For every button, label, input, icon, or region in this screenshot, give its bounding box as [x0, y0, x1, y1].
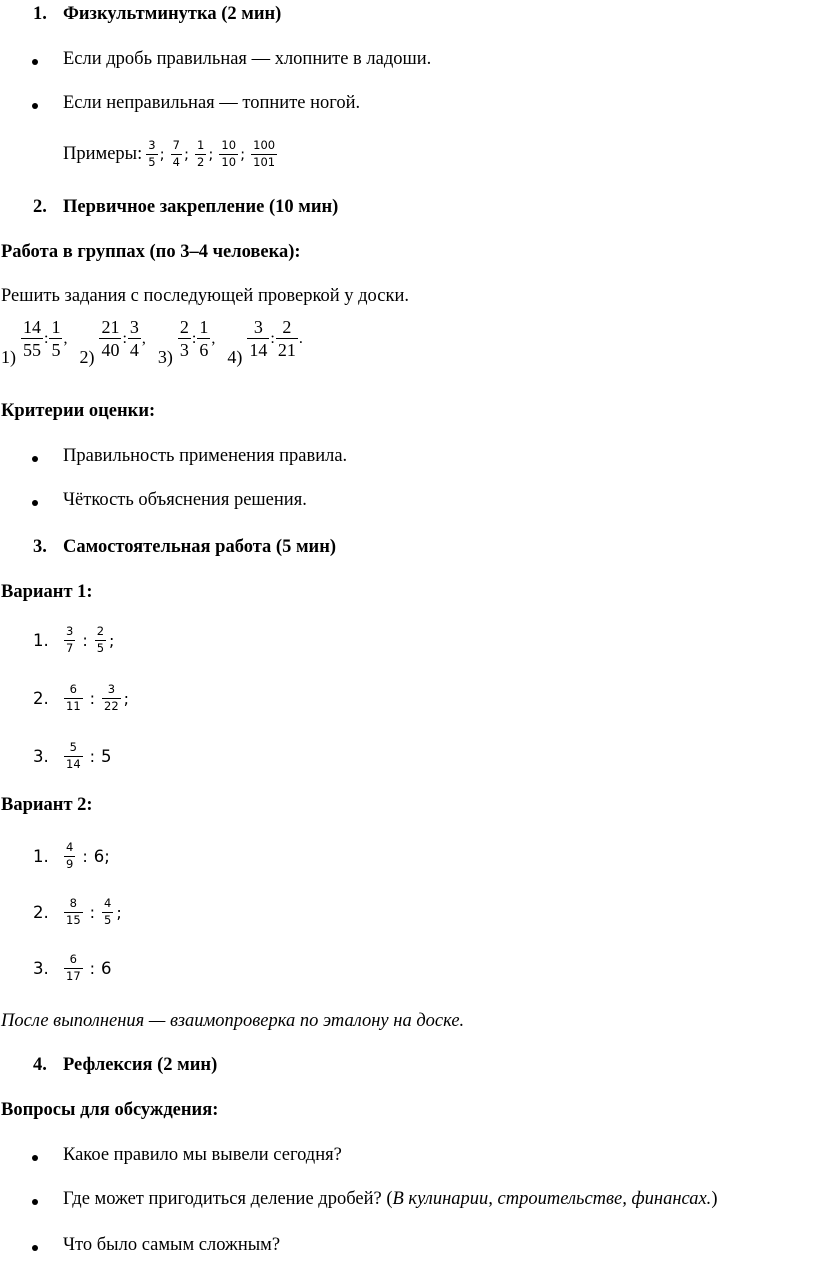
denominator: 4: [129, 340, 139, 360]
example-fraction: [251, 140, 277, 168]
punctuation: ,: [63, 329, 68, 347]
question-close: ): [711, 1189, 718, 1209]
exercise-fraction: [102, 898, 113, 926]
numerator: 1: [51, 317, 61, 337]
section-4-title: Рефлексия (2 мин): [63, 1055, 218, 1075]
numerator: 8: [64, 898, 83, 913]
exercise-fraction: [64, 742, 83, 770]
task-instruction: Решить задания с последующей проверкой у доски.: [1, 286, 409, 306]
denominator: 4: [172, 154, 180, 169]
task-fraction: [21, 318, 43, 359]
denominator: 40: [101, 340, 120, 360]
exercise-number: 3.: [33, 958, 49, 978]
task-fraction: [49, 318, 62, 359]
variant-1-heading: Вариант 1:: [1, 582, 93, 602]
task-fraction: [178, 318, 191, 359]
numerator: 1: [195, 140, 206, 155]
numerator: 2: [95, 626, 106, 641]
examples-line: [63, 136, 278, 172]
numerator: 6: [64, 684, 83, 699]
exercise-number: 1.: [33, 846, 49, 866]
separator: ;: [240, 145, 246, 163]
examples-fractions: [145, 140, 278, 168]
denominator: 14: [249, 340, 268, 360]
task-label: 2): [79, 347, 95, 367]
numerator: 3: [146, 140, 157, 155]
numerator: 4: [102, 898, 113, 913]
questions-heading: Вопросы для обсуждения:: [1, 1100, 219, 1120]
bullet-icon: [32, 500, 38, 506]
exercise-operand: 6: [101, 958, 112, 978]
numerator: 100: [251, 140, 277, 155]
question-item: Какое правило мы вывели сегодня?: [63, 1145, 342, 1165]
exercise-operand: 5: [101, 746, 112, 766]
numerator: 6: [64, 954, 83, 969]
exercise-item: [33, 676, 129, 720]
separator: ;: [159, 145, 165, 163]
numerator: 3: [247, 318, 269, 339]
group-work-heading: Работа в группах (по 3–4 человека):: [1, 242, 301, 262]
denominator: 15: [66, 912, 81, 927]
denominator: 11: [66, 698, 81, 713]
question-item: Что было самым сложным?: [63, 1235, 281, 1255]
denominator: 5: [51, 340, 61, 360]
bullet-text: Если дробь правильная — хлопните в ладоши.: [63, 49, 432, 69]
denominator: 14: [66, 756, 81, 771]
division-sign: :: [89, 958, 96, 978]
exercise-fraction: [102, 684, 121, 712]
section-1-title: Физкультминутка (2 мин): [63, 4, 282, 24]
bullet-icon: [32, 103, 38, 109]
denominator: 21: [277, 340, 296, 360]
exercise-fraction: [64, 954, 83, 982]
numerator: 2: [276, 318, 298, 339]
denominator: 2: [197, 154, 205, 169]
denominator: 5: [148, 154, 156, 169]
numerator: 3: [64, 626, 75, 641]
division-sign: :: [82, 630, 88, 650]
task-fraction: [247, 318, 269, 359]
numerator: 21: [101, 317, 120, 337]
question-examples: В кулинарии, строительстве, финансах.: [392, 1189, 712, 1209]
group-task: [1, 317, 73, 367]
denominator: 5: [104, 912, 112, 927]
punctuation: ;: [123, 688, 130, 708]
exercise-item: [33, 618, 114, 662]
division-sign: :: [89, 746, 96, 766]
criteria-item: Правильность применения правила.: [63, 446, 348, 466]
bullet-icon: [32, 456, 38, 462]
examples-label: Примеры:: [63, 143, 143, 164]
numerator: 3: [102, 684, 121, 699]
task-fraction: [128, 318, 141, 359]
criteria-heading: Критерии оценки:: [1, 401, 156, 421]
criteria-item: Чёткость объяснения решения.: [63, 490, 307, 510]
task-expression: [177, 318, 221, 359]
numerator: 5: [64, 742, 83, 757]
section-2-title: Первичное закрепление (10 мин): [63, 197, 339, 217]
denominator: 10: [221, 154, 237, 169]
punctuation: ,: [141, 329, 146, 347]
punctuation: .: [298, 329, 303, 347]
denominator: 22: [104, 698, 119, 713]
division-sign: :: [82, 846, 88, 866]
division-sign: :: [191, 329, 197, 347]
exercise-fraction: [64, 626, 75, 654]
bullet-icon: [32, 1199, 38, 1205]
denominator: 3: [179, 340, 189, 360]
denominator: 6: [199, 340, 209, 360]
variant-2-heading: Вариант 2:: [1, 795, 93, 815]
peer-review-note: После выполнения — взаимопроверка по эталону на доске.: [1, 1011, 465, 1031]
section-2-number: 2.: [33, 197, 47, 217]
denominator: 55: [23, 340, 41, 360]
numerator: 4: [64, 842, 75, 857]
denominator: 5: [96, 640, 105, 655]
exercise-fraction: [64, 684, 83, 712]
task-label: 1): [1, 347, 16, 367]
exercise-number: 2.: [33, 688, 49, 708]
task-fraction: [197, 318, 210, 359]
division-sign: :: [270, 329, 275, 347]
task-label: 3): [157, 347, 173, 367]
bullet-icon: [32, 1155, 38, 1161]
denominator: 17: [66, 968, 81, 983]
section-3-title: Самостоятельная работа (5 мин): [63, 537, 337, 557]
bullet-text: Если неправильная — топните ногой.: [63, 93, 361, 113]
task-expression: [98, 318, 151, 359]
example-fraction: [195, 140, 206, 168]
section-3-number: 3.: [33, 537, 47, 557]
exercise-fraction: [64, 898, 83, 926]
exercise-item: [33, 734, 112, 778]
task-expression: [20, 318, 73, 359]
punctuation: ;: [116, 902, 122, 922]
section-4-number: 4.: [33, 1055, 47, 1075]
exercise-operand: 6;: [93, 846, 110, 866]
punctuation: ,: [211, 329, 216, 347]
exercise-fraction: [95, 626, 106, 654]
group-task: [227, 317, 308, 367]
example-fraction: [219, 140, 238, 168]
division-sign: :: [122, 329, 127, 347]
numerator: 14: [23, 317, 41, 337]
question-item: [63, 1189, 717, 1210]
denominator: 7: [66, 640, 74, 655]
numerator: 7: [171, 140, 182, 155]
exercise-number: 3.: [33, 746, 49, 766]
exercise-item: [33, 946, 112, 990]
task-expression: [246, 318, 308, 359]
section-1-number: 1.: [33, 4, 47, 24]
division-sign: :: [89, 688, 96, 708]
separator: ;: [208, 145, 214, 163]
task-fraction: [99, 318, 121, 359]
numerator: 2: [179, 317, 189, 337]
task-label: 4): [227, 347, 243, 367]
group-task: [79, 317, 151, 367]
bullet-icon: [32, 1245, 38, 1251]
exercise-item: [33, 834, 110, 878]
exercise-number: 1.: [33, 630, 49, 650]
denominator: 9: [66, 856, 74, 871]
group-tasks-line: [1, 317, 315, 380]
separator: ;: [183, 145, 190, 163]
group-task: [157, 317, 221, 367]
numerator: 10: [219, 140, 238, 155]
denominator: 101: [253, 154, 276, 169]
division-sign: :: [89, 902, 96, 922]
example-fraction: [146, 140, 157, 168]
example-fraction: [171, 140, 182, 168]
numerator: 1: [199, 317, 209, 337]
punctuation: ;: [109, 630, 115, 650]
task-fraction: [276, 318, 298, 359]
question-text: Где может пригодиться деление дробей? (: [63, 1189, 393, 1209]
exercise-fraction: [64, 842, 75, 870]
exercise-number: 2.: [33, 902, 49, 922]
exercise-item: [33, 890, 122, 934]
numerator: 3: [129, 317, 139, 337]
division-sign: :: [44, 329, 49, 347]
bullet-icon: [32, 59, 38, 65]
